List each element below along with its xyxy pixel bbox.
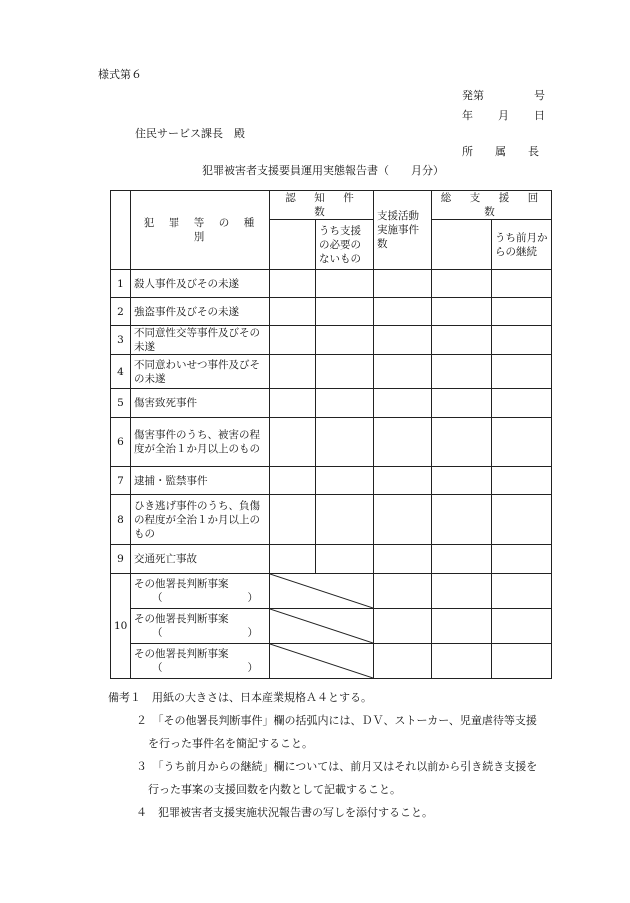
- date-year: 年: [462, 109, 473, 122]
- cell-recognized[interactable]: [270, 495, 316, 545]
- cell-total-support[interactable]: [432, 326, 492, 355]
- cell-total-support[interactable]: [432, 389, 492, 418]
- cell-total-support[interactable]: [432, 467, 492, 495]
- cell-total-support[interactable]: [432, 418, 492, 467]
- cell-total-support-sub[interactable]: [492, 495, 552, 545]
- cell-total-support-sub[interactable]: [492, 298, 552, 326]
- cell-total-support-sub[interactable]: [492, 418, 552, 467]
- notes: [108, 686, 578, 824]
- date-month: 月: [498, 109, 509, 122]
- sender: 所 属 長: [462, 145, 539, 158]
- issue-number-prefix: 発第: [462, 89, 484, 102]
- cell-total-support[interactable]: [432, 270, 492, 298]
- table-row: 4 不同意わいせつ事件及びその未遂: [111, 355, 552, 389]
- table-row: 5 傷害致死事件: [111, 389, 552, 418]
- cell-recognized-sub[interactable]: [316, 326, 374, 355]
- cell-recognized[interactable]: [270, 326, 316, 355]
- table-row: 8 ひき逃げ事件のうち、負傷の程度が全治１か月以上のもの: [111, 495, 552, 545]
- issue-number-suffix: 号: [534, 89, 545, 102]
- cell-support-cases[interactable]: [374, 389, 432, 418]
- note-2-cont: を行った事件名を簡記すること。: [148, 737, 313, 750]
- table-row: 6 傷害事件のうち、被害の程度が全治１か月以上のもの: [111, 418, 552, 467]
- table-header-row-1: [111, 191, 552, 220]
- cell-support-cases[interactable]: [374, 495, 432, 545]
- cell-total-support[interactable]: [432, 644, 492, 679]
- cell-recognized-sub[interactable]: [316, 467, 374, 495]
- date-day: 日: [534, 109, 545, 122]
- table-row-other: その他署長判断事案 （ ）: [111, 644, 552, 679]
- cell-recognized-sub[interactable]: [316, 389, 374, 418]
- note-2: ２ 「その他署長判断事件」欄の括弧内には、ＤＶ、ストーカー、児童虐待等支援: [136, 714, 537, 727]
- cell-support-cases[interactable]: [374, 298, 432, 326]
- cell-support-cases[interactable]: [374, 418, 432, 467]
- note-3-cont: 行った事案の支援回数を内数として記載すること。: [148, 783, 401, 796]
- cell-recognized-sub[interactable]: [316, 545, 374, 574]
- cell-total-support-sub[interactable]: [492, 389, 552, 418]
- note-3: ３ 「うち前月からの継続」欄については、前月又はそれ以前から引き続き支援を: [136, 760, 538, 773]
- cell-recognized[interactable]: [270, 545, 316, 574]
- diagonal-line: [270, 644, 373, 678]
- diagonal-line: [270, 574, 373, 608]
- cell-total-support[interactable]: [432, 545, 492, 574]
- cell-total-support[interactable]: [432, 609, 492, 644]
- table-row-other: 10 その他署長判断事案 （ ）: [111, 574, 552, 609]
- cell-recognized-sub[interactable]: [316, 495, 374, 545]
- cell-total-support[interactable]: [432, 355, 492, 389]
- cell-support-cases[interactable]: [374, 545, 432, 574]
- note-4: ４ 犯罪被害者支援実施状況報告書の写しを添付すること。: [136, 806, 433, 819]
- cell-total-support[interactable]: [432, 574, 492, 609]
- cell-total-support-sub[interactable]: [492, 574, 552, 609]
- cell-support-cases[interactable]: [374, 609, 432, 644]
- header-recognized-sub: うち支援の必要のないもの: [316, 220, 374, 270]
- cell-total-support-sub[interactable]: [492, 467, 552, 495]
- cell-total-support-sub[interactable]: [492, 644, 552, 679]
- cell-total-support-sub[interactable]: [492, 326, 552, 355]
- cell-support-cases[interactable]: [374, 355, 432, 389]
- cell-support-cases[interactable]: [374, 270, 432, 298]
- cell-support-cases[interactable]: [374, 644, 432, 679]
- cell-total-support[interactable]: [432, 495, 492, 545]
- report-table: [110, 190, 557, 679]
- header-support-cases: 支援活動実施事件数: [374, 191, 432, 270]
- cell-recognized-sub[interactable]: [316, 298, 374, 326]
- cell-recognized[interactable]: [270, 298, 316, 326]
- cell-total-support-sub[interactable]: [492, 270, 552, 298]
- diagonal-line: [270, 609, 373, 643]
- row-number-10: 10: [111, 574, 131, 679]
- table-row: 1 殺人事件及びその未遂: [111, 270, 552, 298]
- slashed-cell: [270, 609, 374, 644]
- header-crime-type: 犯 罪 等 の 種 別: [131, 191, 270, 270]
- cell-total-support-sub[interactable]: [492, 355, 552, 389]
- table-row-other: その他署長判断事案 （ ）: [111, 609, 552, 644]
- cell-recognized[interactable]: [270, 467, 316, 495]
- cell-recognized[interactable]: [270, 270, 316, 298]
- cell-support-cases[interactable]: [374, 574, 432, 609]
- cell-recognized[interactable]: [270, 389, 316, 418]
- report-title: 犯罪被害者支援要員運用実態報告書（ 月分）: [202, 164, 444, 177]
- cell-recognized[interactable]: [270, 418, 316, 467]
- cell-support-cases[interactable]: [374, 467, 432, 495]
- cell-recognized-sub[interactable]: [316, 270, 374, 298]
- table-row: 7 逮捕・監禁事件: [111, 467, 552, 495]
- cell-recognized-sub[interactable]: [316, 418, 374, 467]
- cell-total-support[interactable]: [432, 298, 492, 326]
- table-row: 2 強盗事件及びその未遂: [111, 298, 552, 326]
- cell-total-support-sub[interactable]: [492, 545, 552, 574]
- cell-recognized[interactable]: [270, 355, 316, 389]
- header-total-support: 総 支 援 回 数: [432, 191, 552, 220]
- table-row: 3 不同意性交等事件及びその未遂: [111, 326, 552, 355]
- form-number: 様式第６: [98, 68, 142, 81]
- cell-recognized-sub[interactable]: [316, 355, 374, 389]
- cell-total-support-sub[interactable]: [492, 609, 552, 644]
- note-1: 備考１ 用紙の大きさは、日本産業規格Ａ４とする。: [108, 691, 372, 704]
- table-row: 9 交通死亡事故: [111, 545, 552, 574]
- cell-support-cases[interactable]: [374, 326, 432, 355]
- slashed-cell: [270, 574, 374, 609]
- header-total-support-sub: うち前月からの継続: [492, 220, 552, 270]
- header-recognized: 認 知 件 数: [270, 191, 374, 220]
- addressee: 住民サービス課長 殿: [135, 127, 245, 140]
- slashed-cell: [270, 644, 374, 679]
